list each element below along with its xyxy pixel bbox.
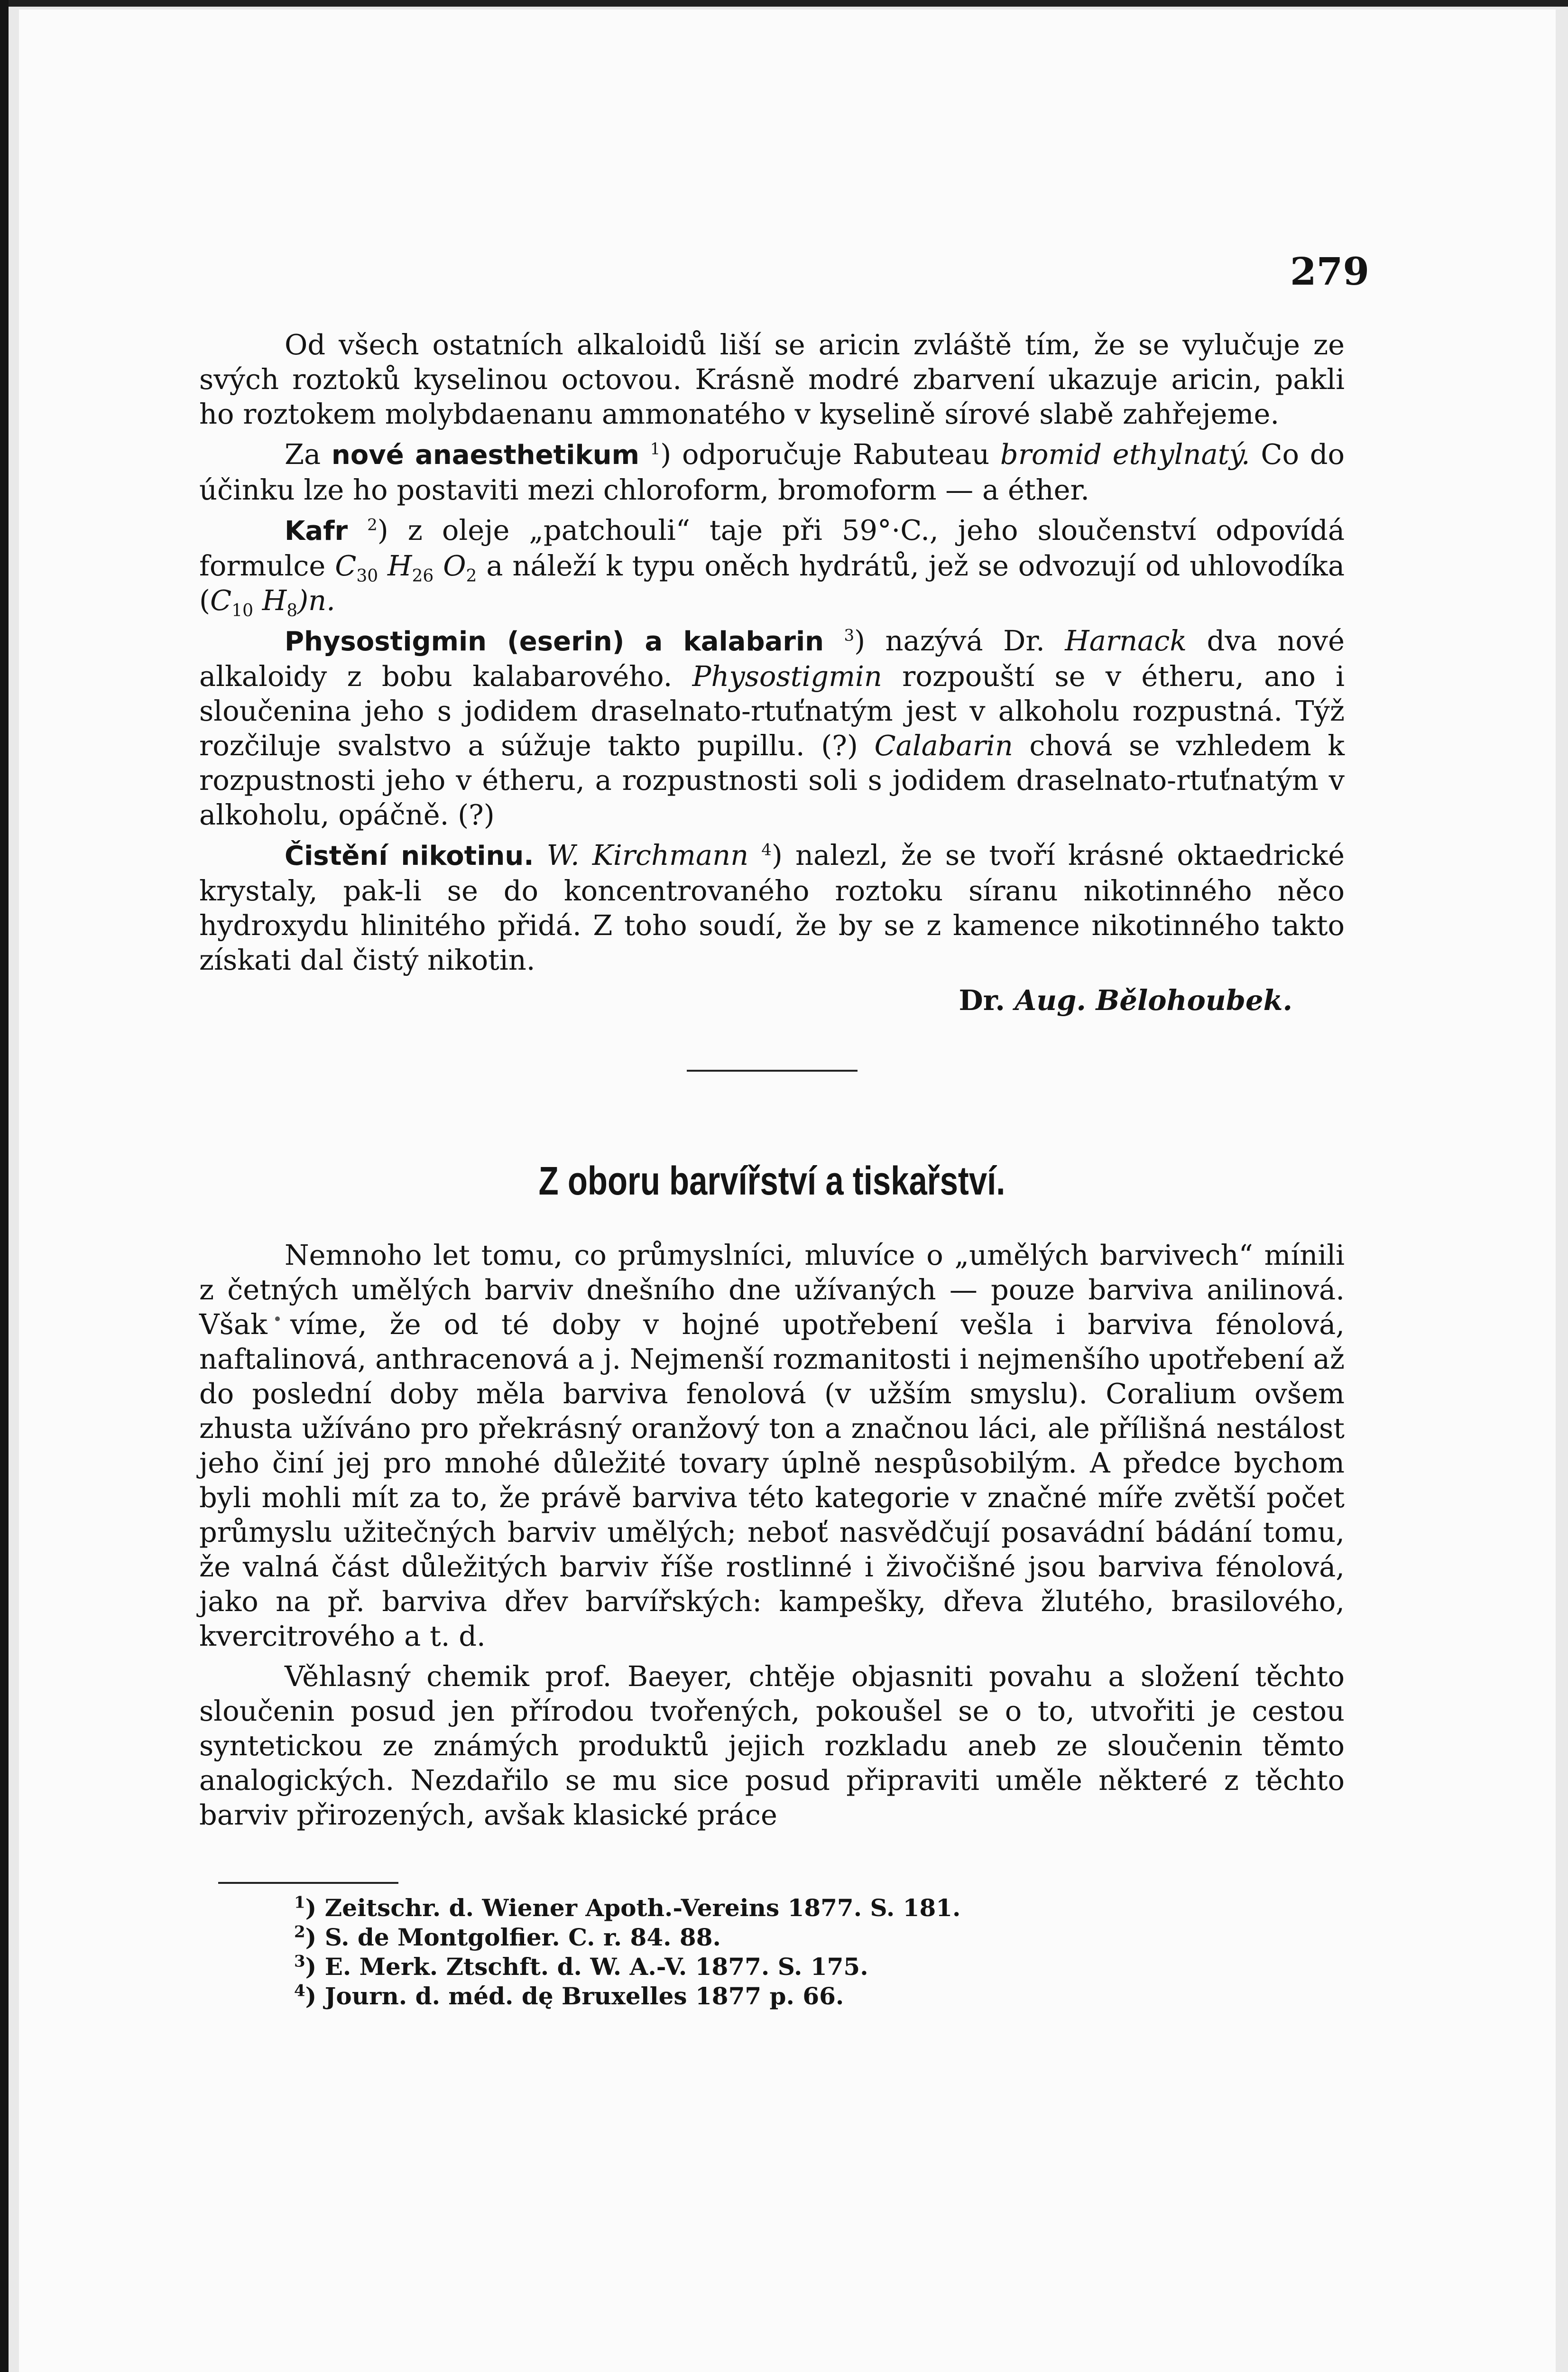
paragraph-text-3: rozpouští se v étheru, ano i sloučenina jeho s jodidem draselnato-rtuťnatým jest v alkoholu rozpustná. Týž rozčiluje svalstvo a súžuje takto pupillu. (?) bbox=[199, 660, 1345, 762]
footnote-2 bbox=[294, 1923, 1345, 1952]
footnote-text: ) E. Merk. Ztschft. d. W. A.-V. 1877. S. 175. bbox=[305, 1953, 868, 1981]
footnotes bbox=[294, 1893, 1345, 2011]
paragraph-post: Co do účinku lze ho postaviti mezi chloroform, bromoform — a éther. bbox=[199, 438, 1345, 506]
page-number: 279 bbox=[1290, 249, 1369, 294]
footnote-mark: 1 bbox=[294, 1893, 305, 1912]
paragraph-lead: Kafr bbox=[285, 516, 348, 547]
footnote-mark: 4 bbox=[294, 1981, 305, 2001]
section-separator bbox=[687, 1070, 858, 1072]
section-paragraph-1 bbox=[199, 1238, 1345, 1653]
paragraph-text-1: ) nalezl, že se tvoří krásné oktaedrické krystaly, pak-li se do koncentrovaného roztoku síranu nikotinného něco hydroxydu hlinitého přidá. Z toho soudí, že by se z kamence nikotinného takto získati dal čistý nikotin. bbox=[199, 839, 1345, 976]
footnote-mark: 3 bbox=[294, 1952, 305, 1971]
section-paragraph-2 bbox=[199, 1659, 1345, 1832]
paragraph-lead: Čistění nikotinu. bbox=[285, 841, 534, 871]
paragraph-physostigmin bbox=[199, 623, 1345, 832]
signature bbox=[199, 983, 1345, 1018]
paragraph-text-4: chová se vzhledem k rozpustnosti jeho v étheru, a rozpustnosti soli s jodidem draselnato-rtuťnatým v alkoholu, opáčně. (?) bbox=[199, 729, 1345, 831]
paragraph-text: Od všech ostatních alkaloidů liší se aricin zvláště tím, že se vylučuje ze svých roztoků kyselinou octovou. Krásně modré zbarvení ukazuje aricin, pakli ho roztokem molybdaenanu ammonatého v kyselině sírové slabě zahřejeme. bbox=[199, 328, 1345, 430]
footnote-3 bbox=[294, 1952, 1345, 1982]
section-title: Z oboru barvířství a tiskařství. bbox=[538, 1158, 1005, 1203]
formula2-hydrogen: H bbox=[253, 584, 287, 617]
formula-oxygen-sub: 2 bbox=[466, 566, 477, 586]
formula2-end: )n. bbox=[297, 584, 335, 617]
formula2-hydrogen-sub: 8 bbox=[286, 601, 298, 621]
signature-title: Dr. bbox=[959, 984, 1015, 1017]
author-kirchmann: W. Kirchmann bbox=[534, 839, 749, 871]
footnote-4 bbox=[294, 1982, 1345, 2011]
paragraph-text-2: dva nové alkaloidy z bobu kalabarového. bbox=[199, 624, 1345, 693]
footnote-text: ) S. de Montgolfier. C. r. 84. 88. bbox=[305, 1923, 721, 1951]
scan-edge-top bbox=[0, 0, 1568, 7]
author-harnack: Harnack bbox=[1065, 624, 1187, 657]
term-physostigmin: Physostigmin bbox=[692, 660, 882, 693]
formula-oxygen: O bbox=[434, 549, 466, 582]
paragraph-nikotin bbox=[199, 838, 1345, 977]
paragraph-text: Věhlasný chemik prof. Baeyer, chtěje objasniti povahu a složení těchto sloučenin posud jen přírodou tvořených, pokoušel se o to, utvořiti je cestou syntetickou ze známých produktů jejich rozkladu aneb ze sloučenin těmto analogických. Nezdařilo se mu sice posud připraviti uměle některé z těchto barviv přirozených, avšak klasické práce bbox=[199, 1660, 1345, 1831]
footnote-ref-1: 1 bbox=[650, 439, 661, 459]
paragraph-pre: Za bbox=[285, 438, 332, 471]
formula-hydrogen-sub: 26 bbox=[412, 566, 434, 586]
paragraph-text-2: a náleží k typu oněch hydrátů, jež se odvozují od uhlovodíka ( bbox=[199, 549, 1345, 617]
formula2-carbon: C bbox=[210, 584, 232, 617]
paragraph-text: Nemnoho let tomu, co průmyslníci, mluvíce o „umělých barvivech“ mínili z četných umělých barviv dnešního dne užívaných — pouze barviva anilinová. Však víme, že od té doby v hojné upotřebení vešla i barviva fénolová, naftalinová, anthracenová a j. Nejmenší rozmanitosti i nejmenšího upotřebení až do poslední doby měla barviva fenolová (v užším smyslu). Coralium ovšem zhusta užíváno pro překrásný oranžový ton a značnou láci, ale přílišná nestálost jeho činí jej pro mnohé důležité tovary úplně nespůsobilým. A předce bychom byli mohli mít za to, že právě barviva této kategorie v značné míře zvětší počet průmyslu užitečných barviv umělých; neboť nasvědčují posavádní bádání tomu, že valná část důležitých barviv říše rostlinné i živočišné jsou barviva fénolová, jako na př. barviva dřev barvířských: kampešky, dřeva žlutého, brasilového, kvercitrového a t. d. bbox=[199, 1239, 1345, 1652]
signature-name: Aug. Bělohoubek. bbox=[1015, 984, 1292, 1017]
page-body bbox=[199, 327, 1345, 2011]
paragraph-lead: nové anaesthetikum bbox=[331, 440, 639, 471]
footnote-mark: 2 bbox=[294, 1922, 305, 1942]
footnote-text: ) Zeitschr. d. Wiener Apoth.-Vereins 1877. S. 181. bbox=[305, 1894, 961, 1922]
paragraph-text-1: ) nazývá Dr. bbox=[854, 624, 1065, 657]
formula-carbon: C bbox=[335, 549, 357, 582]
term-calabarin: Calabarin bbox=[874, 729, 1013, 762]
footnote-1 bbox=[294, 1893, 1345, 1923]
paragraph-aricin bbox=[199, 327, 1345, 431]
paragraph-italic-term: bromid ethylnatý. bbox=[1000, 438, 1250, 471]
paragraph-mid: ) odporučuje Rabuteau bbox=[660, 438, 1000, 471]
paragraph-kafr bbox=[199, 513, 1345, 621]
paragraph-anaesthetikum bbox=[199, 437, 1345, 507]
formula-carbon-sub: 30 bbox=[356, 566, 378, 586]
paragraph-text-1: ) z oleje „patchouli“ taje při 59°·C., jeho sloučenství odpovídá formulce bbox=[199, 514, 1345, 582]
formula2-carbon-sub: 10 bbox=[231, 601, 253, 621]
scan-edge-left bbox=[0, 0, 9, 2372]
footnote-ref-4: 4 bbox=[761, 840, 772, 860]
footnote-ref-2: 2 bbox=[367, 515, 378, 535]
paragraph-lead: Physostigmin (eserin) a kalabarin bbox=[285, 626, 824, 657]
footnote-text: ) Journ. d. méd. dę Bruxelles 1877 p. 66. bbox=[305, 1982, 844, 2010]
footnote-ref-3: 3 bbox=[844, 626, 855, 645]
formula-hydrogen: H bbox=[378, 549, 412, 582]
footnote-rule bbox=[218, 1882, 398, 1884]
